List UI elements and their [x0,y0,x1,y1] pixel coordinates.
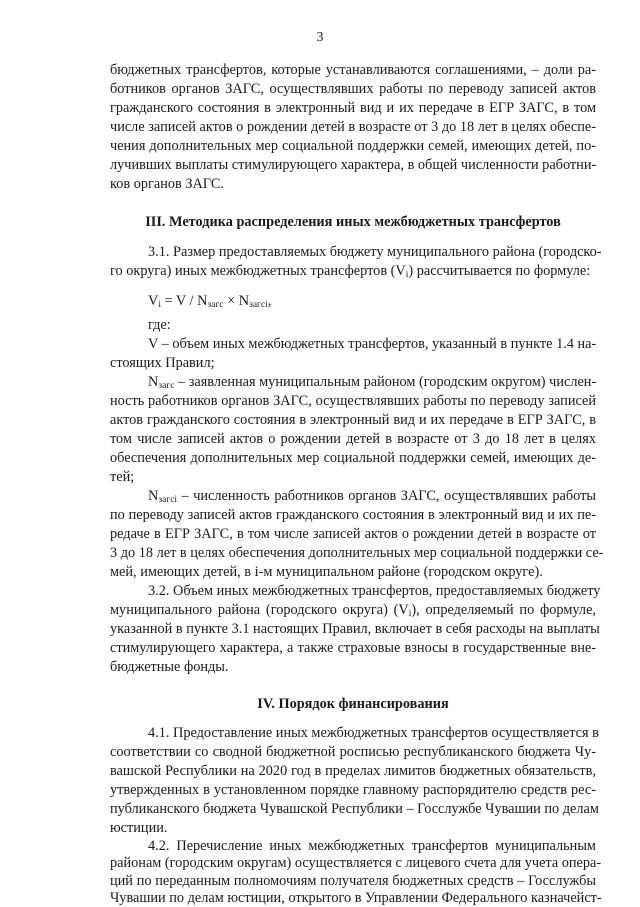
text-line: $N_{загс}$ – заявленная муниципальным районом (городским округом) числен- [148,374,597,391]
text-line: $N_{загсi}$ – численность работников органов ЗАГС, осуществлявших работы [148,488,596,505]
text-line: ность работников органов ЗАГС, осуществлявших работы по переводу записей [110,393,596,409]
text-line: вашской Республики на 2020 год в пределах лимитов бюджетных обязательств, [110,763,596,779]
text-line: том числе записей актов о рождении детей в возрасте от 3 до 18 лет в целях [110,431,596,447]
text-line: ций по переданным полномочиям получателя бюджетных средств – Госслужбы [110,872,596,889]
text-line: указанной в пункте 3.1 настоящих Правил, включает в себя расходы на выплаты [110,621,600,637]
formula: $V_i = V / N_{загс} \times N_{загсi}$, [148,293,272,310]
text-line: числе записей актов о рождении детей в возрасте от 3 до 18 лет в целях обеспе- [110,119,596,135]
text-line: 4.2. Перечисление иных межбюджетных трансфертов муниципальным [148,837,596,854]
section-heading: IV. Порядок финансирования [257,696,449,712]
text-line: соответствии со сводной бюджетной росписью республиканского бюджета Чу- [110,744,596,760]
text-line: утвержденных в установленном порядке главному распорядителю средств рес- [110,782,596,798]
text-line: редаче в ЕГР ЗАГС, в том числе записей актов о рождении детей в возрасте от [110,526,596,542]
text-line: 3.1. Размер предоставляемых бюджету муниципального района (городско- [148,244,602,260]
text-line: 3 до 18 лет в целях обеспечения дополнительных мер социальной поддержки се- [110,545,604,561]
text-line: по переводу записей актов гражданского состояния в электронный вид и их пе- [110,507,596,523]
text-line: бюджетные фонды. [110,659,229,675]
text-line: гражданского состояния в электронный вид и их передаче в ЕГР ЗАГС, в том [110,100,596,116]
text-line: лучивших выплаты стимулирующего характера, в общей численности работни- [110,157,597,173]
text-line: районам (городским округам) осуществляется с лицевого счета для учета опера- [110,855,602,871]
text-line: ков органов ЗАГС. [110,176,224,192]
text-line: 4.1. Предоставление иных межбюджетных трансфертов осуществляется в [148,725,599,741]
text-line: муниципального района (городского округа) $(V_i)$, определяемый по формуле, [110,602,596,619]
page-number: 3 [316,30,324,45]
text-line: обеспечения дополнительных мер социальной поддержки семей, имеющих де- [110,450,596,466]
text-line: стоящих Правил; [110,355,215,371]
text-line: Чувашии по делам юстиции, открытого в Управлении Федерального казначейст- [110,890,602,906]
text-line: 3.2. Объем иных межбюджетных трансфертов, предоставляемых бюджету [148,583,601,599]
text-line: мей, имеющих детей, в i-м муниципальном районе (городском округе). [110,564,543,580]
text-line: го округа) иных межбюджетных трансфертов $(V_i)$ рассчитывается по формуле: [110,263,591,280]
text-line: стимулирующего характера, а также страховые взносы в государственные вне- [110,640,596,656]
text-line: актов гражданского состояния в электронный вид и их передаче в ЕГР ЗАГС, в [110,412,596,428]
section-heading: III. Методика распределения иных межбюджетных трансфертов [145,214,561,230]
text-line: тей; [110,469,135,485]
text-line: публиканского бюджета Чувашской Республики – Госслужбе Чувашии по делам [110,801,599,817]
text-line: где: [148,317,171,333]
text-line: чения дополнительных мер социальной поддержки семей, имеющих детей, по- [110,138,596,154]
text-line: бюджетных трансфертов, которые устанавливаются соглашениями, – доли ра- [110,62,596,78]
text-line: юстиции. [110,820,168,836]
text-line: V – объем иных межбюджетных трансфертов, указанный в пункте 1.4 на- [148,336,597,352]
text-line: ботников органов ЗАГС, осуществлявших работы по переводу записей актов [110,81,596,97]
